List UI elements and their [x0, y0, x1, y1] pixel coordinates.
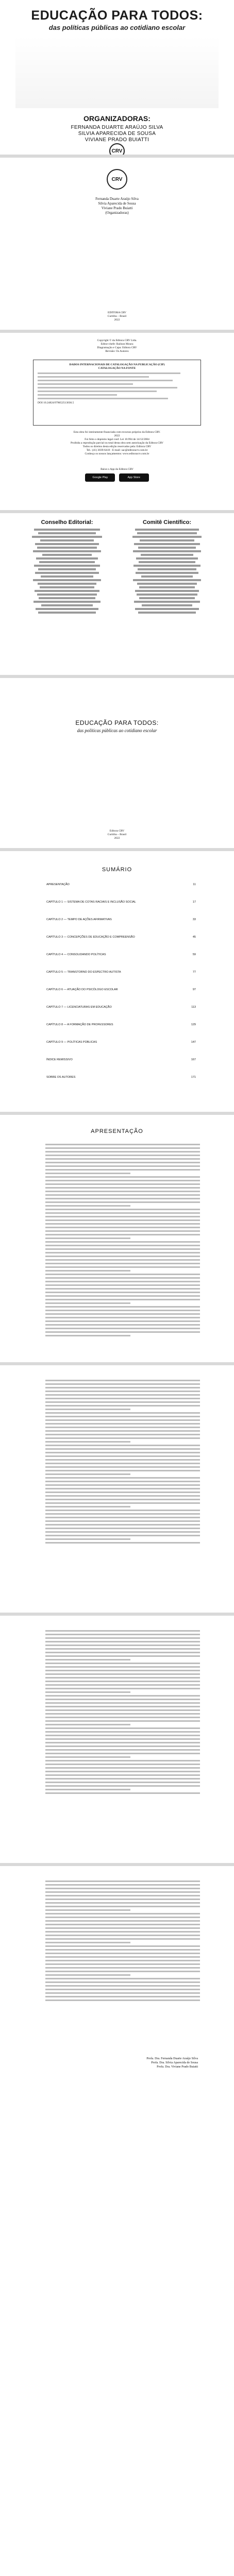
- half-subtitle: das políticas públicas ao cotidiano escolar: [77, 728, 157, 733]
- text-line: [45, 1187, 200, 1189]
- text-line: [45, 1524, 200, 1526]
- text-line: [45, 1409, 130, 1410]
- text-line: [45, 1459, 200, 1461]
- info-line: Conheça os nossos lançamentos: www.editoracrv.com.br: [85, 452, 149, 455]
- text-line: [45, 1270, 130, 1272]
- text-line: [45, 1645, 200, 1646]
- toc-entry-page: 129: [191, 1023, 196, 1026]
- text-line: [45, 1981, 200, 1983]
- text-line: [45, 1306, 200, 1308]
- publisher-block: [21, 311, 213, 322]
- text-line: [45, 1706, 200, 1707]
- toc-entry[interactable]: [46, 953, 196, 957]
- text-line: [45, 1691, 130, 1693]
- organizer-name: Fernanda Duarte Araújo Silva: [95, 197, 139, 201]
- text-line: [45, 1394, 200, 1396]
- text-line: [45, 1398, 200, 1399]
- text-line: [45, 1924, 200, 1925]
- text-line: [45, 1659, 130, 1660]
- text-line: [45, 1942, 130, 1943]
- info-line: 2022: [114, 434, 120, 437]
- text-line: [45, 1891, 200, 1893]
- text-line: [45, 1430, 200, 1432]
- text-line: [45, 1281, 200, 1282]
- text-line: [45, 1162, 200, 1163]
- text-line: [45, 1144, 200, 1145]
- copyright-line: Revisão: Os Autores: [105, 350, 129, 353]
- text-line: [45, 1259, 200, 1261]
- copyright-line: Editor-chefe: Railson Moura: [101, 343, 133, 346]
- text-line: [45, 1205, 130, 1207]
- toc-entry-page: 147: [191, 1041, 196, 1044]
- text-line: [45, 1760, 200, 1761]
- copyright-page: [0, 333, 234, 510]
- text-line: [45, 1194, 200, 1196]
- text-line: [45, 1245, 200, 1246]
- text-line: [45, 1441, 130, 1443]
- text-line: [45, 1699, 200, 1700]
- text-line: [45, 1709, 200, 1711]
- text-line: [45, 1180, 200, 1181]
- info-line: Foi feito o depósito legal conf. Lei 10.994 de 14/12/2004: [85, 438, 149, 441]
- toc-entry[interactable]: [46, 1006, 196, 1009]
- text-line: [45, 1927, 200, 1929]
- text-line: [45, 1749, 200, 1751]
- blank-area: [0, 2113, 234, 2576]
- text-line: [45, 1960, 200, 1961]
- text-line: [45, 1782, 200, 1783]
- publisher-name: EDITORA CRV: [108, 311, 126, 314]
- text-page-signoff: [0, 1866, 234, 2113]
- text-line: [45, 1412, 200, 1414]
- text-line: [45, 1252, 200, 1253]
- text-line: [45, 1263, 200, 1264]
- text-body: [45, 1878, 200, 2048]
- publisher-year: 2022: [114, 837, 120, 840]
- text-line: [45, 1183, 200, 1185]
- publisher-city: Curitiba – Brasil: [107, 315, 127, 318]
- text-line: [45, 1380, 200, 1381]
- title-page: [0, 158, 234, 330]
- text-line: [45, 1176, 200, 1178]
- text-line: [45, 1989, 200, 1990]
- text-line: [45, 1310, 200, 1311]
- text-line: [45, 1234, 200, 1235]
- copyright-line: Diagramação e Capa: Editora CRV: [97, 346, 137, 349]
- app-store-badge[interactable]: App Store: [119, 473, 149, 482]
- info-line: Esta obra foi inteiramente financiada com recursos próprios da Editora CRV.: [73, 431, 161, 434]
- text-line: [45, 1913, 200, 1914]
- text-line: [45, 1677, 200, 1679]
- text-line: [45, 1978, 200, 1979]
- text-line: [45, 1191, 200, 1192]
- text-line: [45, 1241, 200, 1243]
- text-line: [45, 1328, 200, 1329]
- doi: DOI 10.24824/978652513036.5: [38, 401, 74, 404]
- text-line: [45, 1299, 200, 1300]
- toc-entry-page: 17: [192, 901, 196, 904]
- text-line: [45, 1481, 200, 1482]
- text-line: [45, 1405, 200, 1406]
- text-line: [45, 1917, 200, 1918]
- text-line: [45, 1630, 200, 1632]
- text-line: [45, 1510, 200, 1511]
- toc-entry-page: 97: [192, 988, 196, 991]
- text-line: [45, 1535, 200, 1536]
- text-line: [45, 1778, 200, 1780]
- text-line: [45, 1967, 200, 1969]
- text-line: [45, 1774, 200, 1776]
- text-line: [45, 1713, 200, 1715]
- publisher-block: [21, 829, 213, 840]
- text-line: [45, 1434, 200, 1435]
- text-line: [45, 1473, 130, 1475]
- presentation-page: [0, 1115, 234, 1362]
- text-line: [45, 1666, 200, 1668]
- text-line: [45, 1702, 200, 1704]
- toc-entry-page: 167: [191, 1058, 196, 1061]
- text-line: [45, 1266, 200, 1268]
- toc-entry-label: CAPÍTULO 2 — TEMPO DE AÇÕES AFIRMATIVAS: [46, 918, 112, 921]
- half-title: EDUCAÇÃO PARA TODOS:: [75, 719, 159, 726]
- toc-entry-label: CAPÍTULO 3 — CONCEPÇÕES DE EDUCAÇÃO E COMPREENSÃO: [46, 936, 135, 939]
- text-line: [45, 1996, 200, 1997]
- text-line: [45, 1767, 200, 1769]
- text-line: [45, 1158, 200, 1160]
- text-line: [45, 1256, 200, 1257]
- toc-entry-label: CAPÍTULO 9 — POLÍTICAS PÚBLICAS: [46, 1041, 97, 1044]
- text-line: [45, 1971, 200, 1972]
- text-line: [45, 1735, 200, 1736]
- toc-entry[interactable]: [46, 1041, 196, 1044]
- text-line: [45, 1906, 200, 1907]
- text-line: [45, 1753, 200, 1754]
- text-line: [45, 1165, 200, 1167]
- text-line: [45, 1727, 200, 1729]
- text-body: [45, 1378, 200, 1604]
- text-line: [45, 1288, 200, 1290]
- toc-entry-label: CAPÍTULO 6 — ATUAÇÃO DO PSICÓLOGO ESCOLAR: [46, 988, 118, 991]
- text-line: [45, 1452, 200, 1453]
- toc-entry-page: 77: [192, 971, 196, 974]
- google-play-badge[interactable]: Google Play: [85, 473, 115, 482]
- toc-entry-label: SOBRE OS AUTORES: [46, 1076, 76, 1079]
- toc-entry-label: ÍNDICE REMISSIVO: [46, 1058, 73, 1061]
- text-line: [45, 1663, 200, 1664]
- text-line: [45, 1201, 200, 1203]
- toc-entry[interactable]: [46, 1058, 196, 1062]
- text-line: [45, 1292, 200, 1293]
- catalog-card-title: DADOS INTERNACIONAIS DE CATALOGAÇÃO NA PUBLICAÇÃO (CIP) CATALOGAÇÃO NA FONTE: [69, 363, 165, 370]
- text-line: [45, 1528, 200, 1529]
- signoff-name: Profa. Dra. Fernanda Duarte Araújo Silva: [146, 2057, 198, 2060]
- text-line: [45, 1470, 200, 1471]
- text-line: [45, 1641, 200, 1642]
- text-line: [45, 1785, 200, 1787]
- info-line: Proibida a reprodução parcial ou total desta obra sem autorização da Editora CRV: [70, 442, 164, 445]
- toc-entry-page: 11: [193, 883, 196, 886]
- text-line: [45, 1902, 200, 1904]
- toc-entry-label: CAPÍTULO 7 — LICENCIATURAS EM EDUCAÇÃO: [46, 1006, 112, 1009]
- text-line: [45, 1155, 200, 1156]
- text-line: [45, 1909, 130, 1911]
- text-line: [45, 1717, 200, 1718]
- organizer-name: VIVIANE PRADO BUIATTI: [85, 137, 149, 143]
- toc-entry-page: 171: [191, 1076, 196, 1079]
- text-line: [45, 1173, 130, 1174]
- copyright-line: Copyright © da Editora CRV Ltda.: [97, 339, 137, 342]
- info-line: Tel.: (41) 3039-6418 - E-mail: sac@editoracrv.com.br: [86, 449, 148, 452]
- text-line: [45, 1974, 130, 1976]
- text-line: [45, 1502, 200, 1504]
- text-line: [45, 1538, 130, 1540]
- text-line: [45, 1423, 200, 1425]
- text-line: [45, 1488, 200, 1489]
- text-line: [45, 1953, 200, 1954]
- text-line: [45, 1484, 200, 1486]
- text-line: [45, 1531, 200, 1533]
- text-line: [45, 1302, 130, 1304]
- text-line: [45, 1945, 200, 1947]
- text-line: [45, 1884, 200, 1886]
- text-line: [45, 1295, 200, 1297]
- text-line: [45, 1437, 200, 1439]
- toc-entry-label: CAPÍTULO 4 — CONSOLIDANDO POLÍTICAS: [46, 953, 106, 956]
- toc-entry-page: 113: [191, 1006, 196, 1009]
- text-line: [45, 1681, 200, 1682]
- text-line: [45, 1506, 130, 1507]
- toc-entry[interactable]: [46, 918, 196, 922]
- cover-subtitle: das políticas públicas ao cotidiano escolar: [48, 24, 186, 31]
- text-line: [45, 1227, 200, 1228]
- organizer-role: (Organizadoras): [105, 211, 129, 215]
- publisher-logo: CRV: [109, 143, 125, 155]
- text-line: [45, 1670, 200, 1671]
- text-line: [45, 1931, 200, 1933]
- edition-info: [21, 431, 213, 456]
- signoff: [146, 2057, 198, 2069]
- toc-entry[interactable]: [46, 1023, 196, 1027]
- text-line: [45, 1324, 200, 1326]
- half-title-page: [0, 678, 234, 848]
- text-line: [45, 1992, 200, 1994]
- toc-entry[interactable]: [46, 988, 196, 992]
- organizer-name: Silvia Aparecida de Sousa: [98, 201, 136, 206]
- copyright-lines: [21, 339, 213, 353]
- text-line: [45, 1401, 200, 1403]
- text-line: [45, 1720, 200, 1722]
- text-line: [45, 1274, 200, 1275]
- info-line: Todos os direitos desta edição reservados pela: Editora CRV: [82, 445, 152, 448]
- toc-entry-page: 33: [192, 918, 196, 921]
- toc-entry[interactable]: [46, 883, 196, 887]
- text-line: [45, 1427, 200, 1428]
- text-line: [45, 1151, 200, 1153]
- council-page: [0, 513, 234, 675]
- toc-entry[interactable]: [46, 936, 196, 939]
- scientific-committee: [126, 519, 208, 615]
- text-line: [45, 1495, 200, 1497]
- catalog-card: [33, 360, 201, 426]
- text-line: [45, 1520, 200, 1522]
- text-line: [45, 1880, 200, 1882]
- text-line: [45, 1985, 200, 1987]
- text-line: [45, 1789, 130, 1790]
- text-line: [45, 1963, 200, 1965]
- text-line: [45, 1920, 200, 1922]
- text-line: [45, 1209, 200, 1210]
- publisher-logo: CRV: [107, 169, 127, 190]
- toc-entry-label: APRESENTAÇÃO: [46, 883, 70, 886]
- organizers-label: ORGANIZADORAS:: [83, 114, 151, 123]
- toc-entry-page: 59: [192, 953, 196, 956]
- publisher-city: Curitiba – Brasil: [107, 833, 127, 836]
- presentation-body: [45, 1142, 200, 1353]
- organizer-name: FERNANDA DUARTE ARAÚJO SILVA: [71, 125, 163, 130]
- text-body: [45, 1628, 200, 1855]
- editorial-council: [26, 519, 108, 615]
- text-line: [45, 1455, 200, 1457]
- cover-title: EDUCAÇÃO PARA TODOS:: [31, 8, 203, 23]
- text-line: [45, 1248, 200, 1250]
- toc-entry-page: 45: [192, 936, 196, 939]
- text-line: [45, 1277, 200, 1279]
- text-line: [45, 1673, 200, 1675]
- toc-entry[interactable]: [46, 901, 196, 904]
- text-line: [45, 1895, 200, 1896]
- text-line: [45, 1219, 200, 1221]
- text-line: [45, 1320, 200, 1322]
- toc-title: SUMÁRIO: [102, 867, 132, 873]
- text-line: [45, 1652, 200, 1653]
- text-line: [45, 1216, 200, 1217]
- text-line: [45, 1634, 200, 1635]
- text-line: [45, 1463, 200, 1464]
- text-line: [45, 1223, 200, 1225]
- text-line: [45, 1764, 200, 1765]
- toc-entry-label: CAPÍTULO 1 — SISTEMA DE COTAS RACIAIS E INCLUSÃO SOCIAL: [46, 901, 136, 904]
- text-line: [45, 1637, 200, 1639]
- text-line: [45, 1477, 200, 1479]
- text-line: [45, 1317, 200, 1318]
- text-line: [45, 1695, 200, 1697]
- text-line: [45, 1999, 200, 2001]
- text-line: [45, 1313, 200, 1315]
- text-line: [45, 1383, 200, 1385]
- text-line: [45, 1738, 200, 1740]
- text-line: [45, 1169, 200, 1171]
- toc-entry-label: CAPÍTULO 5 — TRANSTORNO DO ESPECTRO AUTISTA: [46, 971, 121, 974]
- text-page: [0, 1616, 234, 1863]
- text-page: [0, 1365, 234, 1613]
- text-line: [45, 1513, 200, 1515]
- signoff-name: Profa. Dra. Silvia Aparecida de Sousa: [151, 2061, 198, 2064]
- text-line: [45, 1147, 200, 1149]
- text-line: [45, 1655, 200, 1657]
- editorial-council-title: Conselho Editorial:: [41, 519, 93, 526]
- text-line: [45, 1899, 200, 1900]
- text-line: [45, 1742, 200, 1743]
- text-line: [45, 1492, 200, 1493]
- text-line: [45, 1416, 200, 1417]
- text-line: [45, 1949, 200, 1951]
- text-line: [45, 1448, 200, 1450]
- text-line: [45, 1445, 200, 1446]
- text-line: [45, 1335, 130, 1336]
- signoff-name: Profa. Dra. Viviane Prado Buiatti: [157, 2065, 198, 2069]
- app-download: [21, 468, 213, 482]
- organizers-block: [21, 197, 213, 215]
- text-line: [45, 1391, 200, 1392]
- text-line: [45, 1792, 200, 1794]
- text-line: [45, 1284, 200, 1286]
- text-line: [45, 1331, 200, 1333]
- toc-entry[interactable]: [46, 1076, 196, 1079]
- text-line: [45, 1688, 200, 1689]
- text-line: [45, 1238, 130, 1239]
- text-line: [45, 1212, 200, 1214]
- text-line: [45, 1724, 130, 1725]
- toc-page: [0, 851, 234, 1112]
- text-line: [45, 1956, 200, 1958]
- text-line: [45, 1499, 200, 1500]
- toc-entry-label: CAPÍTULO 8 — A FORMAÇÃO DE PROFESSORES: [46, 1023, 113, 1026]
- text-line: [45, 1888, 200, 1889]
- organizers-list: [0, 125, 234, 143]
- presentation-title: APRESENTAÇÃO: [91, 1128, 143, 1134]
- cover-page: [0, 0, 234, 155]
- text-line: [45, 1745, 200, 1747]
- text-line: [45, 1466, 200, 1468]
- text-line: [45, 1938, 200, 1940]
- text-line: [45, 1756, 130, 1758]
- text-line: [45, 1771, 200, 1772]
- publisher-year: 2022: [114, 318, 120, 321]
- text-line: [45, 1648, 200, 1650]
- text-line: [45, 1419, 200, 1421]
- scientific-committee-title: Comitê Científico:: [142, 519, 192, 526]
- app-label: Baixe o App da Editora CRV: [101, 468, 133, 471]
- toc-entry[interactable]: [46, 971, 196, 974]
- text-line: [45, 1198, 200, 1199]
- text-line: [45, 1230, 200, 1232]
- text-line: [45, 1935, 200, 1936]
- text-line: [45, 1684, 200, 1686]
- text-line: [45, 1387, 200, 1388]
- text-line: [45, 1731, 200, 1733]
- text-line: [45, 1517, 200, 1518]
- publisher-name: Editora CRV: [109, 829, 125, 833]
- cover-illustration: [15, 36, 219, 108]
- text-line: [45, 1542, 200, 1544]
- organizer-name: Viviane Prado Buiatti: [101, 206, 133, 210]
- organizer-name: SILVIA APARECIDA DE SOUSA: [78, 131, 156, 137]
